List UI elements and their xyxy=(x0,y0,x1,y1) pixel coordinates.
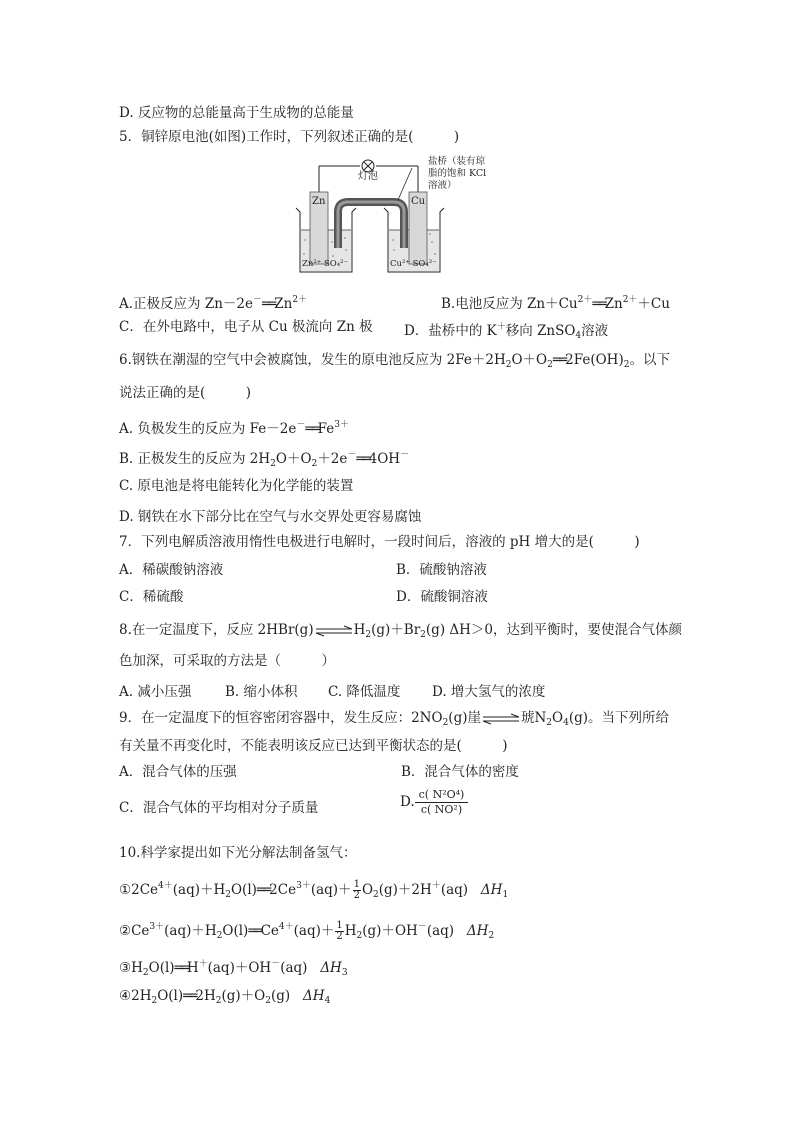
q5-option-c: C．在外电路中，电子从 Cu 极流向 Zn 极 xyxy=(119,319,373,335)
q7-stem: 7．下列电解质溶液用惰性电极进行电解时，一段时间后，溶液的 pH 增大的是( ) xyxy=(119,534,640,550)
figure-label-bridge-1: 盐桥（装有琼 xyxy=(428,156,486,167)
q10-equation-4: $④2H_2O(l)══2H_2(g)+O_2(g)$ $\Delta H_4$ xyxy=(119,988,331,1006)
q6-option-d: D. 钢铁在水下部分比在空气与水交界处更容易腐蚀 xyxy=(119,509,422,525)
q5-option-b: B.电池反应为 $Zn+Cu^{2+}══Zn^{2+}+Cu$ xyxy=(441,295,670,312)
q7-option-a: A．稀碳酸钠溶液 xyxy=(119,562,224,578)
q6-option-c: C. 原电池是将电能转化为化学能的装置 xyxy=(119,478,354,494)
q9-option-d: D. $\frac{\text{c( N²O⁴)}}{\text{c( NO²)}}$ xyxy=(400,788,468,817)
q7-option-d: D．硫酸铜溶液 xyxy=(396,589,488,605)
figure-label-bridge-3: 溶液） xyxy=(428,180,457,191)
q8-stem-line2: 色加深，可采取的方法是（ ） xyxy=(119,653,335,669)
equilibrium-arrow-icon xyxy=(481,713,521,725)
q5-option-d: D．盐桥中的 K＋移向 ZnSO$_4$溶液 xyxy=(404,322,609,341)
q10-equation-3: $③H_2O(l)══H^+(aq)+OH^-(aq)$ $\Delta H_3$ xyxy=(119,959,348,978)
figure-label-cu: Cu xyxy=(411,196,426,207)
q4-option-d: D. 反应物的总能量高于生成物的总能量 xyxy=(119,105,354,121)
q8-option-b: B. 缩小体积 xyxy=(225,684,298,700)
figure-label-right-solution: Cu²⁺ SO₄²⁻ xyxy=(390,259,437,269)
q10-equation-1: $①2Ce^{4+}(aq)+H_2O(l)══2Ce^{3+}(aq)+$ $\frac{1}{2}$ $O_2(g)+2H^+(aq)$ $\Delta H_1$ xyxy=(119,879,509,901)
q9-option-c: C．混合气体的平均相对分子质量 xyxy=(119,800,319,816)
q6-option-a: A. 负极发生的反应为 $Fe-2e^-══Fe^{3+}$ xyxy=(119,420,349,437)
q6-option-b: B. 正极发生的反应为 $2H_2O+O_2+2e^-══4OH^-$ xyxy=(119,450,410,469)
figure-label-bulb: 灯泡 xyxy=(358,171,378,182)
equilibrium-arrow-icon xyxy=(314,625,354,637)
q8-stem-line1: 8.在一定温度下，反应 2HBr(g) $H_2(g)+Br_2(g)$ ΔH＞0，达到平衡时，要使混合气体颜 xyxy=(119,622,682,640)
figure-label-bridge-2: 脂的饱和 KCl xyxy=(428,168,487,179)
q9-option-b: B．混合气体的密度 xyxy=(401,764,519,780)
q5-option-a: A.正极反应为 $Zn-2e^-══Zn^{2+}$ xyxy=(119,295,308,312)
figure-label-left-solution: Zn²⁺ SO₄²⁻ xyxy=(302,259,349,269)
q7-option-b: B．硫酸钠溶液 xyxy=(396,562,487,578)
q9-option-a: A．混合气体的压强 xyxy=(119,764,237,780)
q10-equation-2: $②Ce^{3+}(aq)+H_2O(l)══Ce^{4+}(aq)+$ $\frac{1}{2}$ $H_2(g)+OH^-(aq)$ $\Delta H_2$ xyxy=(119,920,495,942)
figure-label-zn: Zn xyxy=(312,196,326,207)
q6-stem-line2: 说法正确的是( ) xyxy=(119,385,252,401)
q8-option-d: D. 增大氢气的浓度 xyxy=(432,684,546,700)
q5-stem: 5．铜锌原电池(如图)工作时，下列叙述正确的是( ) xyxy=(119,129,460,145)
q7-option-c: C．稀硫酸 xyxy=(119,589,184,605)
q9-stem-line1: 9．在一定温度下的恒容密闭容器中，发生反应：$2NO_2(g)$崖 琥$N_2O_4(g)$。当下列所给 xyxy=(119,710,670,728)
q10-stem: 10.科学家提出如下光分解法制备氢气： xyxy=(119,845,357,861)
q9-stem-line2: 有关量不再变化时，不能表明该反应已达到平衡状态的是( ) xyxy=(119,738,508,754)
q9-d-fraction: $\frac{\text{c( N²O⁴)}}{\text{c( NO²)}}$ xyxy=(415,788,469,817)
q6-stem-line1: 6.钢铁在潮湿的空气中会被腐蚀，发生的原电池反应为 $2Fe+2H_2O+O_2══2Fe(OH)_2$。以下 xyxy=(119,352,670,370)
q8-option-a: A. 减小压强 xyxy=(119,684,192,700)
q8-option-c: C. 降低温度 xyxy=(328,684,401,700)
